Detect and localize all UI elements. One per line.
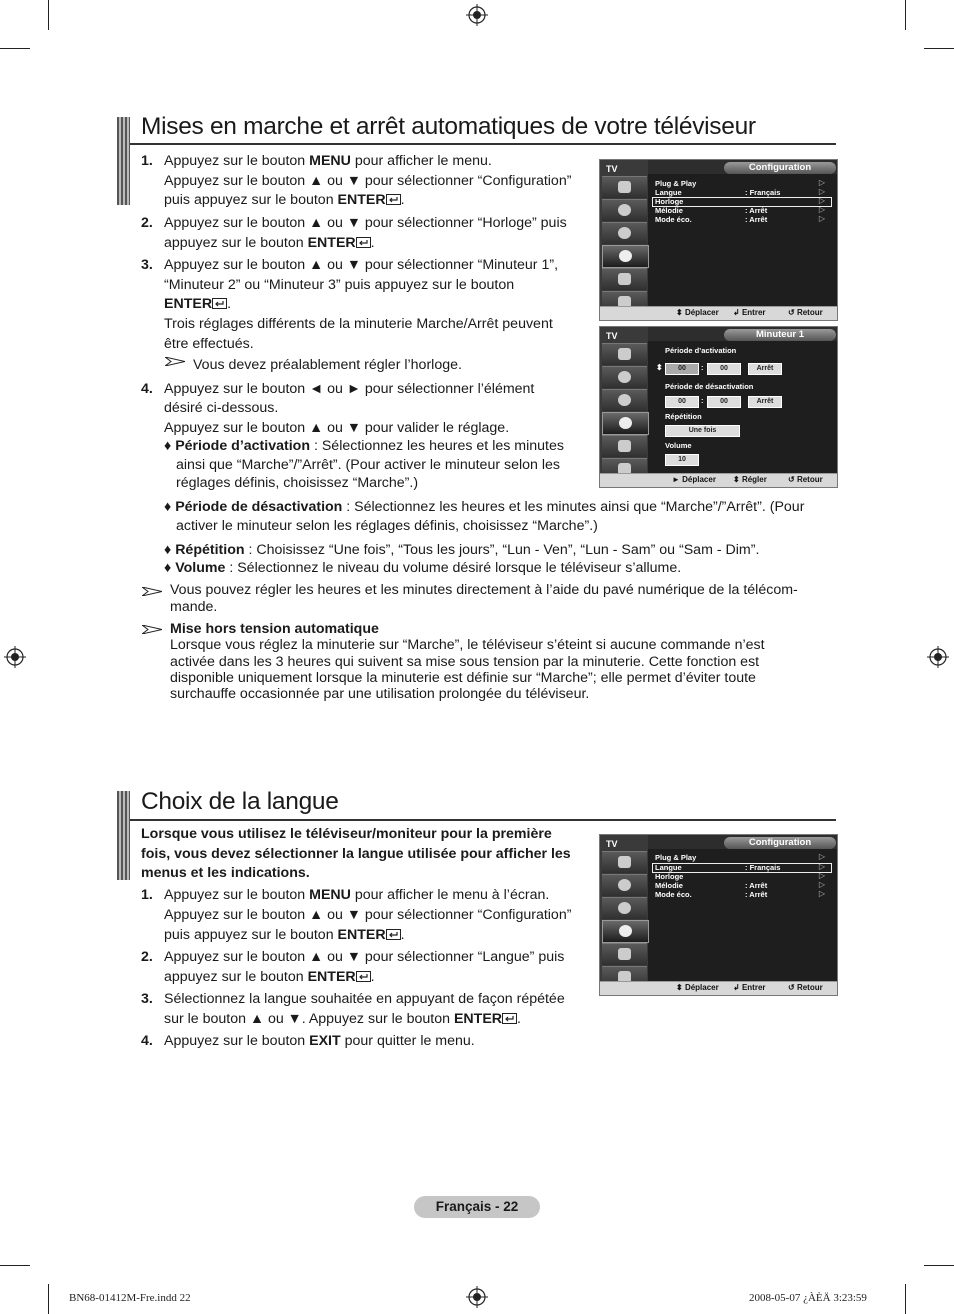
note-text: Lorsque vous réglez la minuterie sur “Marche”, le téléviseur s’éteint si aucune commande n’est bbox=[170, 637, 765, 653]
triangle-right-icon: ▷ bbox=[818, 852, 825, 861]
menu-title: Configuration bbox=[724, 162, 836, 174]
file-name: BN68-01412M-Fre.indd 22 bbox=[69, 1292, 191, 1304]
setup-menu-icon bbox=[602, 412, 649, 435]
tv-label: TV bbox=[606, 331, 618, 341]
input-menu-icon bbox=[602, 943, 647, 965]
time-separator: : bbox=[701, 363, 704, 372]
menu-item[interactable]: Horloge bbox=[655, 872, 684, 881]
page-number: Français - 22 bbox=[414, 1196, 540, 1218]
registration-mark-icon bbox=[4, 646, 26, 668]
menu-icon-column bbox=[600, 160, 648, 308]
on-state-field[interactable]: Arrêt bbox=[748, 363, 782, 375]
enter-icon bbox=[386, 194, 401, 205]
step-text: Appuyez sur le bouton ◄ ou ► pour sélectionner l’élément bbox=[164, 381, 535, 397]
on-minute-field[interactable]: 00 bbox=[707, 363, 741, 375]
section-bar bbox=[117, 117, 130, 205]
off-minute-field[interactable]: 00 bbox=[707, 396, 741, 408]
setup-menu-icon bbox=[602, 245, 649, 268]
step-number: 1. bbox=[141, 887, 153, 903]
enter-hint: ↲ Entrer bbox=[733, 983, 766, 992]
menu-header bbox=[648, 327, 837, 341]
step-number: 3. bbox=[141, 257, 153, 273]
registration-mark-icon bbox=[927, 646, 949, 668]
bullet-text: ♦ Répétition : Choisissez “Une fois”, “Tous les jours”, “Lun - Ven”, “Lun - Sam” ou “Sam - Dim”. bbox=[164, 542, 760, 558]
triangle-right-icon: ▷ bbox=[818, 196, 825, 205]
channel-menu-icon bbox=[602, 897, 647, 919]
registration-mark-icon bbox=[466, 4, 488, 26]
step-text: Appuyez sur le bouton ▲ ou ▼ pour sélectionner “Minuteur 1”, bbox=[164, 257, 559, 273]
sound-menu-icon bbox=[602, 199, 647, 221]
crop-mark bbox=[905, 1284, 906, 1314]
section-rule bbox=[130, 143, 836, 145]
step-number: 3. bbox=[141, 991, 153, 1007]
step-text: désiré ci-dessous. bbox=[164, 400, 279, 416]
step-text: sur le bouton ▲ ou ▼. Appuyez sur le bouton ENTER . bbox=[164, 1011, 521, 1027]
triangle-right-icon: ▷ bbox=[818, 880, 825, 889]
enter-icon bbox=[502, 1013, 517, 1024]
menu-header bbox=[648, 835, 837, 849]
bullet-text: ♦ Période d’activation : Sélectionnez les heures et les minutes bbox=[164, 438, 564, 454]
menu-item[interactable]: Langue bbox=[655, 188, 682, 197]
triangle-right-icon: ▷ bbox=[818, 889, 825, 898]
menu-icon-column bbox=[600, 835, 648, 983]
move-hint: ⬍ Déplacer bbox=[676, 308, 719, 317]
crop-mark bbox=[905, 0, 906, 30]
intro-text: fois, vous devez sélectionner la langue utilisée pour afficher les bbox=[141, 846, 571, 862]
menu-value: : Arrêt bbox=[745, 215, 768, 224]
menu-item[interactable]: Mélodie bbox=[655, 206, 683, 215]
menu-footer bbox=[600, 473, 837, 487]
move-hint: ► Déplacer bbox=[672, 475, 716, 484]
menu-item[interactable]: Mode éco. bbox=[655, 890, 692, 899]
menu-value: : Arrêt bbox=[745, 890, 768, 899]
section-rule bbox=[130, 819, 836, 821]
picture-menu-icon bbox=[602, 851, 647, 873]
channel-menu-icon bbox=[602, 222, 647, 244]
note-title: Mise hors tension automatique bbox=[170, 621, 379, 637]
step-number: 4. bbox=[141, 381, 153, 397]
off-state-field[interactable]: Arrêt bbox=[748, 396, 782, 408]
step-text: Appuyez sur le bouton MENU pour afficher le menu. bbox=[164, 153, 492, 169]
note-text: Vous pouvez régler les heures et les minutes directement à l’aide du pavé numérique de la télécom- bbox=[170, 582, 798, 598]
repeat-field[interactable]: Une fois bbox=[665, 425, 740, 437]
enter-icon bbox=[386, 929, 401, 940]
print-date: 2008-05-07 ¿ÀÈÄ 3:23:59 bbox=[749, 1292, 867, 1304]
step-text: Trois réglages différents de la minuterie Marche/Arrêt peuvent bbox=[164, 316, 553, 332]
off-hour-field[interactable]: 00 bbox=[665, 396, 699, 408]
step-number: 1. bbox=[141, 153, 153, 169]
note-text: Vous devez préalablement régler l’horloge. bbox=[193, 357, 462, 373]
step-text: Sélectionnez la langue souhaitée en appuyant de façon répétée bbox=[164, 991, 565, 1007]
triangle-right-icon: ▷ bbox=[818, 214, 825, 223]
note-text: mande. bbox=[170, 599, 218, 615]
note-text: activée dans les 3 heures qui suivent sa mise sous tension par la minuterie. Cette fonction est bbox=[170, 654, 760, 670]
crop-mark bbox=[0, 48, 30, 49]
return-hint: ↺ Retour bbox=[788, 308, 823, 317]
menu-item[interactable]: Horloge bbox=[655, 197, 684, 206]
note-arrow-icon bbox=[165, 357, 185, 366]
enter-icon bbox=[212, 298, 227, 309]
bullet-text: ♦ Volume : Sélectionnez le niveau du volume désiré lorsque le téléviseur s’allume. bbox=[164, 560, 682, 576]
bullet-text: activer le minuteur selon les réglages définis, choisissez “Marche”.) bbox=[176, 518, 598, 534]
registration-mark-icon bbox=[466, 1286, 488, 1308]
note-text: disponible uniquement lorsque la minuterie est définie sur “Marche”; elle permet d’éviter toute bbox=[170, 670, 756, 686]
note-arrow-icon bbox=[142, 587, 162, 596]
menu-header bbox=[648, 160, 837, 174]
step-text: appuyez sur le bouton ENTER . bbox=[164, 969, 375, 985]
menu-item[interactable]: Plug & Play bbox=[655, 179, 697, 188]
menu-footer bbox=[600, 981, 837, 995]
step-text: “Minuteur 2” ou “Minuteur 3” puis appuyez sur le bouton bbox=[164, 277, 515, 293]
step-text: Appuyez sur le bouton EXIT pour quitter le menu. bbox=[164, 1033, 475, 1049]
menu-value: : Français bbox=[745, 188, 781, 197]
section-bar bbox=[117, 791, 130, 880]
picture-menu-icon bbox=[602, 176, 647, 198]
triangle-right-icon: ▷ bbox=[818, 205, 825, 214]
crop-mark bbox=[924, 48, 954, 49]
crop-mark bbox=[48, 1284, 49, 1314]
step-text: Appuyez sur le bouton ▲ ou ▼ pour sélectionner “Configuration” bbox=[164, 173, 572, 189]
menu-item[interactable]: Langue bbox=[655, 863, 682, 872]
intro-text: Lorsque vous utilisez le téléviseur/moniteur pour la première bbox=[141, 826, 552, 842]
step-text: puis appuyez sur le bouton ENTER . bbox=[164, 192, 405, 208]
sound-menu-icon bbox=[602, 874, 647, 896]
menu-icon-column bbox=[600, 327, 648, 475]
volume-label: Volume bbox=[665, 441, 692, 450]
menu-value: : Français bbox=[745, 863, 781, 872]
return-hint: ↺ Retour bbox=[788, 983, 823, 992]
enter-hint: ↲ Entrer bbox=[733, 308, 766, 317]
triangle-right-icon: ▷ bbox=[818, 871, 825, 880]
step-number: 2. bbox=[141, 215, 153, 231]
on-hour-field[interactable]: 00 bbox=[665, 363, 699, 375]
triangle-right-icon: ▷ bbox=[818, 178, 825, 187]
channel-menu-icon bbox=[602, 389, 647, 411]
note-text: surchauffe occasionnée par une utilisation prolongée du téléviseur. bbox=[170, 686, 590, 702]
step-text: Appuyez sur le bouton ▲ ou ▼ pour valider le réglage. bbox=[164, 420, 510, 436]
menu-item[interactable]: Mode éco. bbox=[655, 215, 692, 224]
bullet-text: réglages définis, choisissez “Marche”.) bbox=[176, 475, 419, 491]
menu-title: Configuration bbox=[724, 837, 836, 849]
updown-arrows-icon: ⬍ bbox=[656, 363, 663, 372]
picture-menu-icon bbox=[602, 343, 647, 365]
sound-menu-icon bbox=[602, 366, 647, 388]
crop-mark bbox=[0, 1265, 30, 1266]
enter-icon bbox=[356, 971, 371, 982]
step-text: ENTER . bbox=[164, 296, 232, 312]
enter-icon bbox=[356, 237, 371, 248]
setup-menu-icon bbox=[602, 920, 649, 943]
note-arrow-icon bbox=[142, 625, 162, 634]
tv-menu-timer bbox=[599, 326, 838, 488]
crop-mark bbox=[48, 0, 49, 30]
input-menu-icon bbox=[602, 435, 647, 457]
step-text: Appuyez sur le bouton ▲ ou ▼ pour sélectionner “Langue” puis bbox=[164, 949, 565, 965]
menu-title: Minuteur 1 bbox=[724, 329, 836, 341]
crop-mark bbox=[924, 1265, 954, 1266]
return-hint: ↺ Retour bbox=[788, 475, 823, 484]
section-title: Choix de la langue bbox=[141, 788, 339, 815]
off-time-label: Période de désactivation bbox=[665, 382, 754, 391]
on-time-label: Période d’activation bbox=[665, 346, 737, 355]
triangle-right-icon: ▷ bbox=[818, 862, 825, 871]
menu-value: : Arrêt bbox=[745, 881, 768, 890]
volume-field[interactable]: 10 bbox=[665, 454, 699, 466]
step-number: 2. bbox=[141, 949, 153, 965]
menu-item[interactable]: Mélodie bbox=[655, 881, 683, 890]
adjust-hint: ⬍ Régler bbox=[733, 475, 767, 484]
section-title: Mises en marche et arrêt automatiques de votre téléviseur bbox=[141, 113, 756, 140]
input-menu-icon bbox=[602, 268, 647, 290]
menu-footer bbox=[600, 306, 837, 320]
menu-item[interactable]: Plug & Play bbox=[655, 853, 697, 862]
step-text: Appuyez sur le bouton MENU pour afficher le menu à l’écran. bbox=[164, 887, 550, 903]
intro-text: menus et les indications. bbox=[141, 865, 310, 881]
bullet-text: ♦ Période de désactivation : Sélectionnez les heures et les minutes ainsi que “Marche”/”Arrêt”. (Pour bbox=[164, 499, 805, 515]
step-number: 4. bbox=[141, 1033, 153, 1049]
time-separator: : bbox=[701, 396, 704, 405]
bullet-text: ainsi que “Marche”/”Arrêt”. (Pour activer le minuteur selon les bbox=[176, 457, 560, 473]
move-hint: ⬍ Déplacer bbox=[676, 983, 719, 992]
step-text: puis appuyez sur le bouton ENTER . bbox=[164, 927, 405, 943]
step-text: appuyez sur le bouton ENTER . bbox=[164, 235, 375, 251]
tv-menu-configuration bbox=[599, 834, 838, 996]
step-text: Appuyez sur le bouton ▲ ou ▼ pour sélectionner “Configuration” bbox=[164, 907, 572, 923]
tv-label: TV bbox=[606, 164, 618, 174]
tv-menu-configuration bbox=[599, 159, 838, 321]
repeat-label: Répétition bbox=[665, 412, 702, 421]
menu-value: : Arrêt bbox=[745, 206, 768, 215]
triangle-right-icon: ▷ bbox=[818, 187, 825, 196]
step-text: Appuyez sur le bouton ▲ ou ▼ pour sélectionner “Horloge” puis bbox=[164, 215, 567, 231]
step-text: être effectués. bbox=[164, 336, 254, 352]
tv-label: TV bbox=[606, 839, 618, 849]
